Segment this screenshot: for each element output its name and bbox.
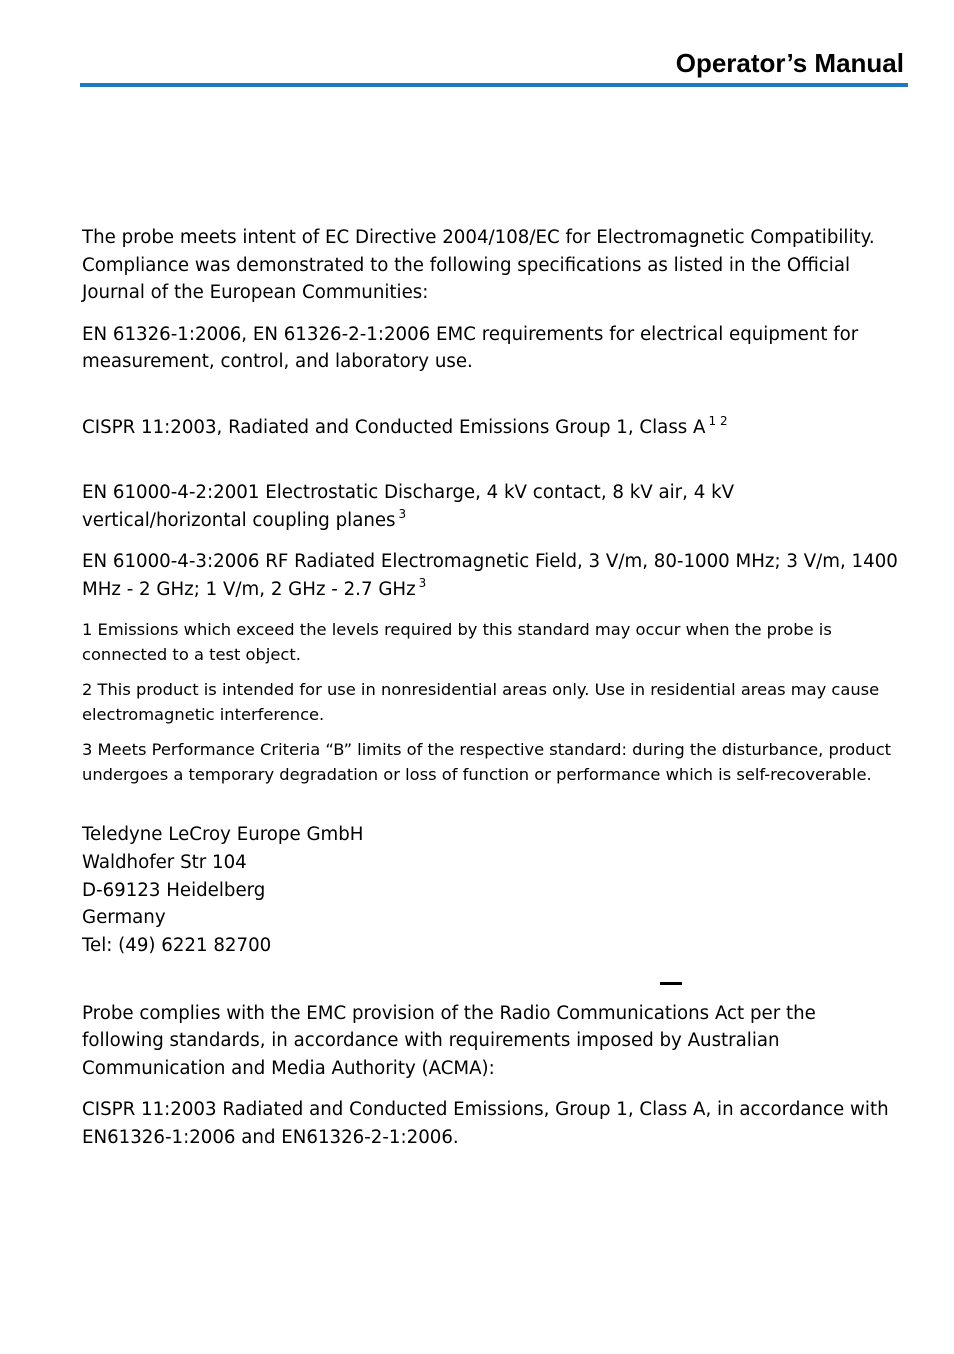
- cispr-paragraph: [82, 414, 902, 442]
- acma-intro: Probe complies with the EMC provision of the Radio Communications Act per the following standards, in accordance with requirements imposed by Australian Communication and Media Authority (ACMA):: [82, 1002, 816, 1079]
- acma-cispr-paragraph: CISPR 11:2003 Radiated and Conducted Emissions, Group 1, Class A, in accordance with EN61326-1:2006 and EN61326-2-1:2006.: [82, 1099, 889, 1148]
- esd-text: EN 61000-4-2:2001 Electrostatic Discharge, 4 kV contact, 8 kV air, 4 kV vertical/horizontal coupling planes: [82, 482, 735, 531]
- address-line: Waldhofer Str 104: [82, 851, 247, 873]
- address-line: Tel: (49) 6221 82700: [82, 935, 272, 957]
- spacer: [82, 390, 902, 414]
- address-line: D-69123 Heidelberg: [82, 879, 266, 901]
- address-line: Germany: [82, 907, 166, 929]
- footnote-3: 3 Meets Performance Criteria “B” limits of the respective standard: during the disturbance, product undergoes a temporary degradation or loss of function or performance which is self-recoverable.: [82, 740, 892, 784]
- spacer: [82, 455, 902, 479]
- footnote-1: 1 Emissions which exceed the levels required by this standard may occur when the probe is connected to a test object.: [82, 620, 832, 664]
- rf-footnote-ref: 3: [418, 575, 427, 590]
- footnote-2: 2 This product is intended for use in nonresidential areas only. Use in residential areas may cause electromagnetic interference.: [82, 680, 880, 724]
- address-line: Teledyne LeCroy Europe GmbH: [82, 824, 364, 845]
- en61326-paragraph: EN 61326-1:2006, EN 61326-2-1:2006 EMC requirements for electrical equipment for measurement, control, and laboratory use.: [82, 323, 859, 372]
- page-header-title: Operator’s Manual: [675, 48, 904, 78]
- contact-address: [82, 821, 902, 960]
- ec-directive-intro: The probe meets intent of EC Directive 2004/108/EC for Electromagnetic Compatibility. Compliance was demonstrated to the following specifications as listed in the Official Journal of the European Communities:: [82, 227, 875, 303]
- esd-footnote-ref: 3: [398, 506, 407, 521]
- cispr-footnote-ref: 1 2: [708, 413, 728, 428]
- header-divider: [80, 83, 908, 87]
- section-separator: [82, 960, 902, 1000]
- cispr-text: CISPR 11:2003, Radiated and Conducted Emissions Group 1, Class A: [82, 416, 706, 438]
- rf-text: EN 61000-4-3:2006 RF Radiated Electromagnetic Field, 3 V/m, 80-1000 MHz; 3 V/m, 1400 MHz - 2 GHz; 1 V/m, 2 GHz - 2.7 GHz: [82, 551, 898, 600]
- document-body: [82, 224, 902, 1165]
- rf-paragraph: [82, 548, 902, 603]
- spacer: [82, 797, 902, 821]
- esd-paragraph: [82, 479, 902, 534]
- dash-mark: [660, 982, 682, 985]
